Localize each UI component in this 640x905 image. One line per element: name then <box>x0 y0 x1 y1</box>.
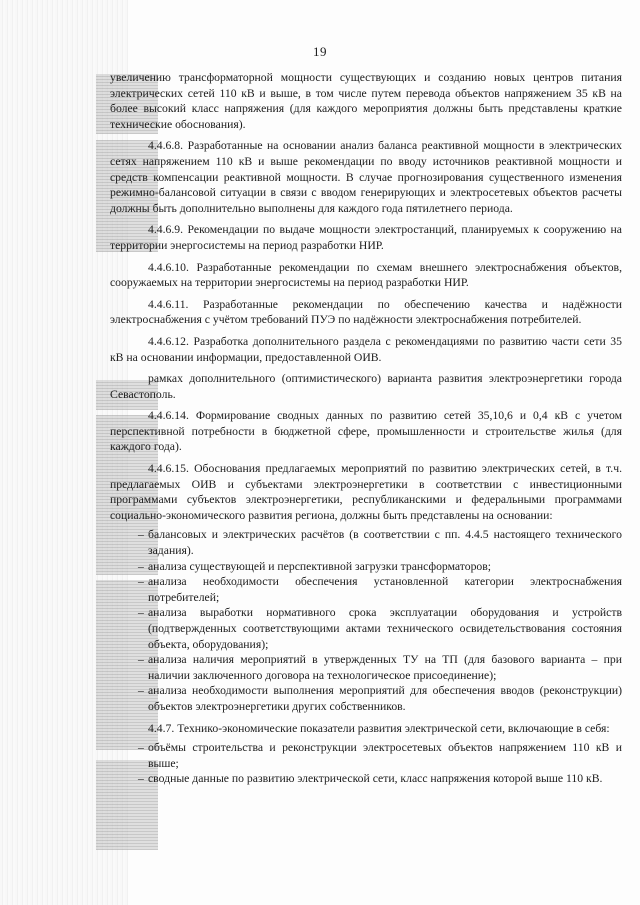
paragraph-continuation: увеличению трансформаторной мощности существующих и созданию новых центров питания электрических сетей 110 кВ и выше, в том числе путем перевода объектов напряжением 35 кВ на более высокий класс напряжения (для каждого мероприятия должны быть представлены краткие технические обоснования). <box>110 71 622 131</box>
justification-list <box>110 527 622 714</box>
dash-marker: – <box>138 741 144 755</box>
paragraph-4-4-6-14: 4.4.6.14. Формирование сводных данных по развитию сетей 35,10,6 и 0,4 кВ с учетом перспективной потребности в бюджетной сфере, промышленности и строительстве жилья (для каждого года). <box>110 409 622 454</box>
list-item: – сводные данные по развитию электрической сети, класс напряжения которой выше 110 кВ. <box>138 772 603 786</box>
list-item: – объёмы строительства и реконструкции электросетевых объектов напряжением 110 кВ и выше; <box>138 741 622 770</box>
dash-marker: – <box>138 528 144 542</box>
paragraph-4-4-6-12: 4.4.6.12. Разработка дополнительного раздела с рекомендациями по развитию части сети 35 кВ на основании информации, предоставленной ОИВ. <box>110 334 622 364</box>
list-item: – анализа существующей и перспективной загрузки трансформаторов; <box>138 559 492 573</box>
document-body <box>110 70 622 793</box>
paragraph-4-4-6-10: 4.4.6.10. Разработанные рекомендации по схемам внешнего электроснабжения объектов, сооружаемых на территории энергосистемы на период разработки НИР. <box>110 260 622 290</box>
dash-marker: – <box>138 559 144 573</box>
list-item: – анализа необходимости обеспечения установленной категории электроснабжения потребителей; <box>138 575 622 604</box>
paragraph-4-4-6-11: 4.4.6.11. Разработанные рекомендации по обеспечению качества и надёжности электроснабжения с учётом требований ПУЭ по надёжности электроснабжения потребителей. <box>110 297 622 327</box>
paragraph-4-4-6-8: 4.4.6.8. Разработанные на основании анализ баланса реактивной мощности в электрических сетях напряжением 110 кВ и выше рекомендации по вводу источников реактивной мощности и средств компенсации реактивной мощности. В случае прогнозирования существенного изменения режимно-балансовой ситуации в связи с вводом генерирующих и электросетевых объектов расчеты должны быть дополнительно выполнены для каждого года пятилетнего периода. <box>110 139 622 215</box>
paragraph-4-4-6-9: 4.4.6.9. Рекомендации по выдаче мощности электростанций, планируемых к сооружению на территории энергосистемы на период разработки НИР. <box>110 223 622 252</box>
dash-marker: – <box>138 772 144 786</box>
page-number: 19 <box>313 44 327 59</box>
indicators-list <box>110 740 622 787</box>
dash-marker: – <box>138 606 144 620</box>
dash-marker: – <box>138 653 144 667</box>
paragraph-4-4-7: 4.4.7. Технико-экономические показатели развития электрической сети, включающие в себя: <box>148 721 610 735</box>
dash-marker: – <box>138 575 144 589</box>
list-item: – анализа необходимости выполнения мероприятий для обеспечения вводов (реконструкции) объектов электроэнергетики других собственников. <box>138 684 622 713</box>
list-item: – балансовых и электрических расчётов (в соответствии с пп. 4.4.5 настоящего технического задания). <box>138 528 622 558</box>
list-item: – анализа выработки нормативного срока эксплуатации оборудования и устройств (подтвержденных соответствующими актами технического освидетельствования состояния объекта, оборудования); <box>138 606 622 651</box>
list-item: – анализа наличия мероприятий в утвержденных ТУ на ТП (для базового варианта – при наличии заключенного договора на технологическое присоединение); <box>138 653 622 682</box>
dash-marker: – <box>138 684 144 698</box>
paragraph-4-4-6-15: 4.4.6.15. Обоснования предлагаемых мероприятий по развитию электрических сетей, в т.ч. предлагаемых ОИВ и субъектами электроэнергетики в соответствии с инвестиционными программами субъектов электроэнергетики, республиканскими и федеральными программами социально-экономического развития региона, должны быть представлены на основании: <box>110 462 622 522</box>
paragraph-4-4-6-13-fragment: рамках дополнительного (оптимистического) варианта развития электроэнергетики города Севастополь. <box>110 372 622 401</box>
